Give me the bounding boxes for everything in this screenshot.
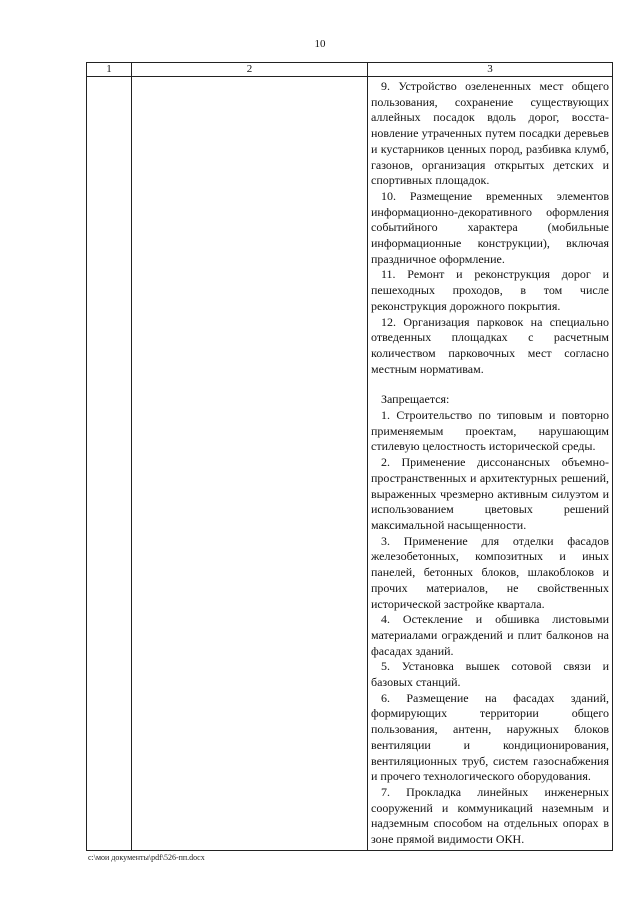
allowed-item-11: 11. Ремонт и реконструкция дорог и пешеходных проходов, в том числе реконструкция дорожного покрытия.: [371, 267, 609, 313]
page-number: 10: [314, 38, 326, 50]
column-header-3: 3: [368, 63, 613, 77]
forbidden-item-1: 1. Строительство по типовым и повторно применяемым проектам, нарушающим стилевую целостность исторической среды.: [371, 408, 609, 454]
allowed-item-9: 9. Устройство озелененных мест общего пользования, сохранение существующих аллейных посадок вдоль дорог, восстановление утраченных путем посадки деревьев и кустарников ценных пород, разбивка клумб, газонов, организация открытых детских и спортивных площадок.: [371, 79, 609, 188]
forbidden-item-2: 2. Применение диссонансных объемно-пространственных и архитектурных решений, выраженных чрезмерно активным силуэтом и использованием цветовых решений максимальной насыщенности.: [371, 455, 609, 532]
cell-col-2: [132, 77, 368, 851]
forbidden-item-5: 5. Установка вышек сотовой связи и базовых станций.: [371, 659, 609, 690]
table-row: [87, 77, 613, 851]
table-header-row: [87, 63, 613, 77]
allowed-item-12: 12. Организация парковок на специально отведенных площадках с расчетным количеством парковочных мест согласно местным нормативам.: [371, 314, 609, 376]
column-header-1: 1: [87, 63, 132, 77]
allowed-item-10: 10. Размещение временных элементов информационно-декоративного оформления событийного характера (мобильные информационные конструкции), включая праздничное оформление.: [371, 188, 609, 266]
cell-col-3: [368, 77, 613, 851]
regulations-table: [86, 62, 613, 851]
cell-col-1: [87, 77, 132, 851]
forbidden-item-4: 4. Остекление и обшивка листовыми материалами ограждений и плит балконов на фасадах зданий.: [371, 612, 609, 658]
footer-file-path: c:\мои документы\pdf\526-пп.docx: [88, 853, 205, 862]
forbidden-item-3: 3. Применение для отделки фасадов железобетонных, композитных и иных панелей, бетонных блоков, шлакоблоков и прочих материалов, не свойственных исторической застройке квартала.: [371, 533, 609, 611]
forbidden-heading: Запрещается:: [381, 392, 450, 407]
column-header-2: 2: [132, 63, 368, 77]
forbidden-item-7: 7. Прокладка линейных инженерных сооружений и коммуникаций наземным и надземным способом на отдельных опорах в зоне прямой видимости ОКН.: [371, 784, 609, 847]
spacer: [371, 377, 609, 392]
forbidden-item-6: 6. Размещение на фасадах зданий, формирующих территории общего пользования, антенн, наружных блоков вентиляции и кондиционирования, вентиляционных труб, систем газоснабжения и прочего технологического оборудования.: [371, 690, 609, 784]
